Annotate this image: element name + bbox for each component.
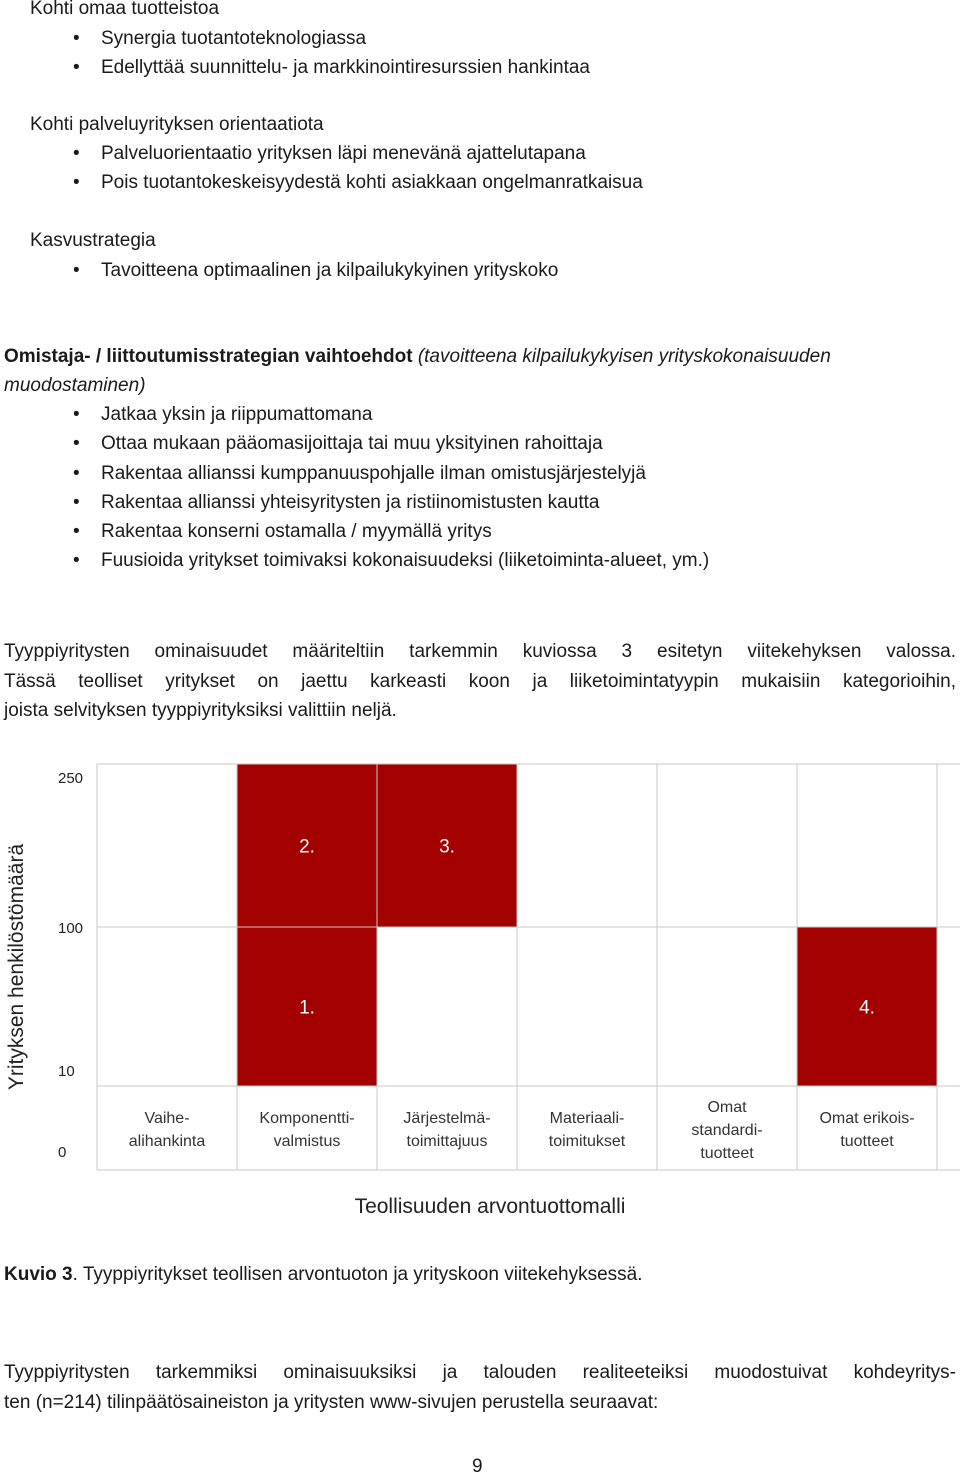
x-category-label: Omat [707,1099,747,1116]
paragraph-line: ten (n=214) tilinpäätösaineiston ja yritysten www-sivujen perustella seuraavat: [4,1391,659,1413]
bullet-item: • Jatkaa yksin ja riippumattomana [101,404,372,426]
x-category-label: toimittajuus [406,1133,488,1150]
x-category-label: Järjestelmä- [403,1110,491,1127]
paragraph-line: joista selvityksen tyyppiyrityksiksi valittiin neljä. [4,700,397,721]
x-category-label: Omat erikois- [819,1110,915,1127]
bullet-item: • Tavoitteena optimaalinen ja kilpailukykyinen yrityskoko [101,260,558,282]
y-tick-label: 250 [58,770,84,787]
section-title: Kohti palveluyrityksen orientaatiota [30,114,324,135]
y-axis-label: Yrityksen henkilöstömäärä [5,843,28,1091]
x-category-label: Materiaali- [549,1110,625,1127]
y-tick-label: 0 [58,1144,67,1161]
x-category-label: toimitukset [548,1133,626,1150]
caption-text: . Tyyppiyritykset teollisen arvontuoton ja yrityskoon viitekehyksessä. [72,1264,643,1285]
bullet-item: • Pois tuotantokeskeisyydestä kohti asiakkaan ongelmanratkaisua [101,172,643,194]
x-category-label: Komponentti- [259,1110,355,1127]
bullet-item: • Rakentaa allianssi kumppanuuspohjalle ilman omistusjärjestelyjä [101,463,646,485]
x-category-label: valmistus [273,1133,341,1150]
bullet-item: • Rakentaa allianssi yhteisyritysten ja ristiinomistusten kautta [101,492,599,514]
body-paragraph [4,637,956,726]
section-title: Kohti omaa tuotteistoa [30,0,220,19]
x-category-label: Vaihe- [144,1110,190,1127]
bullet-item: • Edellyttää suunnittelu- ja markkinointiresurssien hankintaa [101,57,590,79]
y-tick-label: 100 [58,920,84,937]
bullet-item: • Rakentaa konserni ostamalla / myymällä yritys [101,521,492,543]
x-category-label: tuotteet [700,1145,754,1162]
heading-italic-continued: muodostaminen) [4,375,146,396]
paragraph-line: Tyyppiyritysten ominaisuudet määriteltiin tarkemmin kuviossa 3 esitetyn viitekehyksen valossa. [4,641,956,662]
bullet-item: • Ottaa mukaan pääomasijoittaja tai muu yksityinen rahoittaja [101,433,603,455]
x-category-label: standardi- [691,1122,763,1139]
figure-caption [4,1264,643,1286]
y-tick-label: 10 [58,1063,75,1080]
x-axis-label: Teollisuuden arvontuottomalli [354,1195,626,1218]
paragraph-line: Tässä teolliset yritykset on jaettu karkeasti koon ja liiketoimintatyypin mukaisiin kategorioihin, [4,670,956,692]
cell-label: 3. [439,836,455,858]
cell-label: 2. [299,836,315,858]
cell-label: 1. [299,997,315,1019]
framework-chart [0,755,960,1225]
caption-label: Kuvio 3 [4,1264,73,1285]
page-number: 9 [472,1456,483,1477]
x-category-label: tuotteet [840,1133,894,1150]
bullet-item: • Synergia tuotantoteknologiassa [101,28,366,50]
heading-bold: Omistaja- / liittoutumisstrategian vaihtoehdot [4,346,413,367]
cell-label: 4. [859,997,875,1019]
x-category-label: alihankinta [128,1133,206,1150]
section-title: Kasvustrategia [30,230,156,251]
body-paragraph [4,1358,956,1417]
section-heading [4,346,831,368]
paragraph-line: Tyyppiyritysten tarkemmiksi ominaisuuksiksi ja talouden realiteeteiksi muodostuivat kohdeyritys- [4,1362,956,1383]
bullet-item: • Fuusioida yritykset toimivaksi kokonaisuudeksi (liiketoiminta-alueet, ym.) [101,550,709,572]
bullet-item: • Palveluorientaatio yrityksen läpi menevänä ajattelutapana [101,143,586,165]
heading-italic: (tavoitteena kilpailukykyisen yrityskokonaisuuden [417,346,831,367]
